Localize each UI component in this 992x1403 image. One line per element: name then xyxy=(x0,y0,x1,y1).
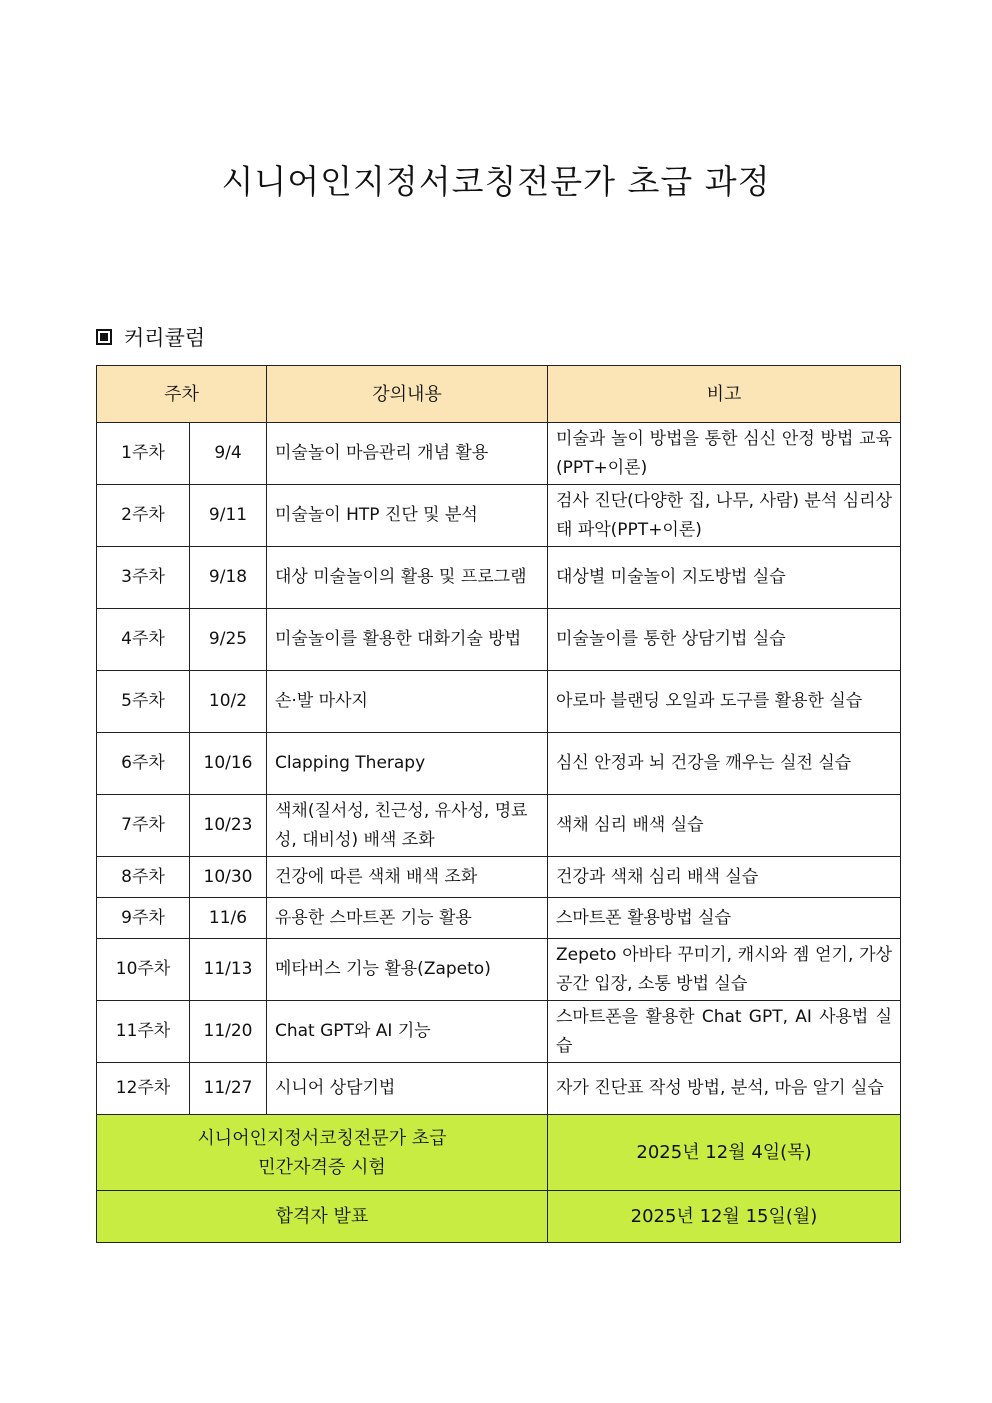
table-row xyxy=(97,671,901,733)
content-cell: 손·발 마사지 xyxy=(267,671,548,733)
table-row xyxy=(97,423,901,485)
week-cell: 10주차 xyxy=(97,939,190,1001)
table-row xyxy=(97,609,901,671)
content-cell: 미술놀이 HTP 진단 및 분석 xyxy=(267,485,548,547)
date-cell: 10/2 xyxy=(190,671,267,733)
section-label: 커리큘럼 xyxy=(124,326,206,350)
table-row xyxy=(97,733,901,795)
date-cell: 9/11 xyxy=(190,485,267,547)
week-cell: 7주차 xyxy=(97,795,190,857)
table-row xyxy=(97,1001,901,1063)
table-row xyxy=(97,939,901,1001)
square-bullet-icon xyxy=(96,329,112,345)
date-cell: 9/18 xyxy=(190,547,267,609)
table-row xyxy=(97,547,901,609)
note-cell: Zepeto 아바타 꾸미기, 캐시와 젬 얻기, 가상공간 입장, 소통 방법 실습 xyxy=(548,939,901,1001)
curriculum-table xyxy=(96,365,901,1243)
announce-row xyxy=(97,1191,901,1243)
week-cell: 12주차 xyxy=(97,1063,190,1115)
content-cell: 시니어 상담기법 xyxy=(267,1063,548,1115)
content-cell: 메타버스 기능 활용(Zapeto) xyxy=(267,939,548,1001)
content-cell: 색채(질서성, 친근성, 유사성, 명료성, 대비성) 배색 조화 xyxy=(267,795,548,857)
date-cell: 11/13 xyxy=(190,939,267,1001)
note-cell: 스마트폰 활용방법 실습 xyxy=(548,898,901,939)
content-cell: 미술놀이 마음관리 개념 활용 xyxy=(267,423,548,485)
date-cell: 10/23 xyxy=(190,795,267,857)
note-cell: 심신 안정과 뇌 건강을 깨우는 실전 실습 xyxy=(548,733,901,795)
note-cell: 대상별 미술놀이 지도방법 실습 xyxy=(548,547,901,609)
week-cell: 11주차 xyxy=(97,1001,190,1063)
header-week: 주차 xyxy=(97,366,267,423)
table-header-row xyxy=(97,366,901,423)
content-cell: 유용한 스마트폰 기능 활용 xyxy=(267,898,548,939)
note-cell: 검사 진단(다양한 집, 나무, 사람) 분석 심리상태 파악(PPT+이론) xyxy=(548,485,901,547)
content-cell: 대상 미술놀이의 활용 및 프로그램 xyxy=(267,547,548,609)
announce-label: 합격자 발표 xyxy=(97,1191,548,1243)
week-cell: 8주차 xyxy=(97,857,190,898)
content-cell: 건강에 따른 색채 배색 조화 xyxy=(267,857,548,898)
table-row xyxy=(97,898,901,939)
page-title: 시니어인지정서코칭전문가 초급 과정 xyxy=(221,162,771,201)
week-cell: 3주차 xyxy=(97,547,190,609)
date-cell: 11/6 xyxy=(190,898,267,939)
header-content: 강의내용 xyxy=(267,366,548,423)
content-cell: Clapping Therapy xyxy=(267,733,548,795)
table-row xyxy=(97,1063,901,1115)
section-heading xyxy=(96,322,205,352)
date-cell: 11/20 xyxy=(190,1001,267,1063)
date-cell: 11/27 xyxy=(190,1063,267,1115)
week-cell: 6주차 xyxy=(97,733,190,795)
content-cell: Chat GPT와 AI 기능 xyxy=(267,1001,548,1063)
week-cell: 5주차 xyxy=(97,671,190,733)
note-cell: 아로마 블랜딩 오일과 도구를 활용한 실습 xyxy=(548,671,901,733)
week-cell: 9주차 xyxy=(97,898,190,939)
note-cell: 색채 심리 배색 실습 xyxy=(548,795,901,857)
date-cell: 10/16 xyxy=(190,733,267,795)
note-cell: 미술놀이를 통한 상담기법 실습 xyxy=(548,609,901,671)
note-cell: 미술과 놀이 방법을 통한 심신 안정 방법 교육(PPT+이론) xyxy=(548,423,901,485)
exam-label xyxy=(97,1115,548,1191)
week-cell: 4주차 xyxy=(97,609,190,671)
date-cell: 10/30 xyxy=(190,857,267,898)
date-cell: 9/25 xyxy=(190,609,267,671)
note-cell: 스마트폰을 활용한 Chat GPT, AI 사용법 실습 xyxy=(548,1001,901,1063)
table-row xyxy=(97,795,901,857)
announce-date: 2025년 12월 15일(월) xyxy=(548,1191,901,1243)
note-cell: 자가 진단표 작성 방법, 분석, 마음 알기 실습 xyxy=(548,1063,901,1115)
exam-date: 2025년 12월 4일(목) xyxy=(548,1115,901,1191)
date-cell: 9/4 xyxy=(190,423,267,485)
exam-label-line2: 민간자격증 시험 xyxy=(258,1156,386,1178)
table-row xyxy=(97,485,901,547)
content-cell: 미술놀이를 활용한 대화기술 방법 xyxy=(267,609,548,671)
week-cell: 1주차 xyxy=(97,423,190,485)
note-cell: 건강과 색채 심리 배색 실습 xyxy=(548,857,901,898)
exam-row xyxy=(97,1115,901,1191)
week-cell: 2주차 xyxy=(97,485,190,547)
table-row xyxy=(97,857,901,898)
exam-label-line1: 시니어인지정서코칭전문가 초급 xyxy=(197,1127,447,1149)
header-note: 비고 xyxy=(548,366,901,423)
